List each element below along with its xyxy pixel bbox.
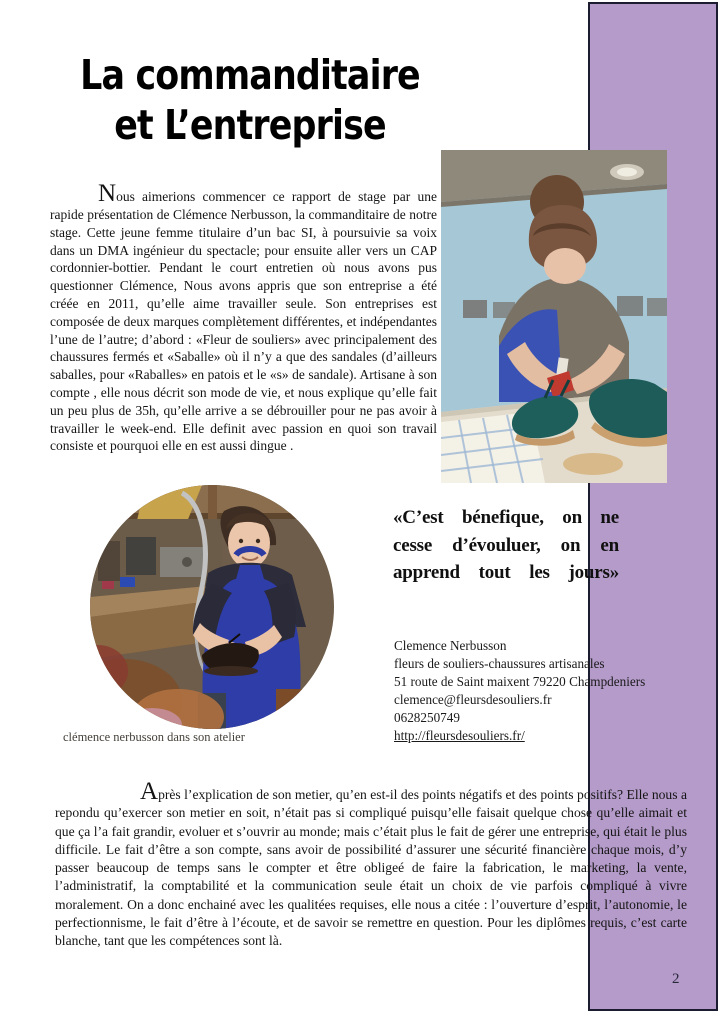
intro-paragraph-text: ous aimerions commencer ce rapport de stage par une rapide présentation de Clémence Nerbusson, la commanditaire de notre stage. Cette jeune femme titulaire d’un bac SI, à poursuivie sa voix dans un DMA ingénieur du spectacle; pour ensuite aller vers un CAP cordonnier-bottier. Pendant le court entretien où nous avons pus questionner Clémence, Nous avons appris que son entreprise a été créée en 2011, qu’elle aime travailler seule. Son entreprises est composée de deux marques complètement différentes, et indépendantes l’une de l’autre; d’abord : «Fleur de souliers» avec principalement des chaussures fermés et «Saballe» où il n’y a que des sandales (d’ailleurs saballes, pour «Raballes» en patois et le «s» de sandale). Artisane à son compte , elle nous décrit son mode de vie, et nous explique qu’elle fait un peu plus de 35h, qu’elle arrive a se débrouiller pour ne pas avoir à travailler le week-end. Elle definit avec passion en quoi son travail consiste et pourquoi elle en est aussi dingue . bbox=[50, 189, 437, 454]
contact-email: clemence@fleursdesouliers.fr bbox=[394, 692, 552, 707]
closing-paragraph-text: près l’explication de son metier, qu’en est-il des points négatifs et des points positifs? Elle nous a repondu qu’exercer son metier en soit, n’était pas si compliqué puisqu’elle faisait quelque chose qu’elle aimait et que ça l’a fait grandir, evoluer et s’ouvrir au monde; mais c’était plus le fait de gérer une entreprise, qui était le plus difficile. Le fait d’être a son compte, sans avoir de possibilité d’assurer une sécurité financière chaque mois, d’y passer beaucoup de temps sans le compter et être obligeé de faire la fabrication, le marketing, la vente, l’administratif, la comptabilité et la communication seule était un choix de vie parfois compliqué à vivre moralement. On a donc enchainé avec les qualitées requises, elle nous a citée : l’ouverture d’esprit, l’autonomie, le perfectionnisme, le fait d’être à l’écoute, et de savoir se remettre en question. Pour les diplômes requis, c’est carte blanche, tant que les compétences sont là. bbox=[55, 787, 687, 949]
contact-name: Clemence Nerbusson bbox=[394, 638, 507, 653]
page-title-line-2: et L’entreprise bbox=[114, 101, 386, 149]
contact-website-link[interactable]: http://fleursdesouliers.fr/ bbox=[394, 728, 525, 743]
contact-company: fleurs de souliers-chaussures artisanales bbox=[394, 656, 605, 671]
intro-dropcap: N bbox=[98, 180, 117, 207]
face bbox=[544, 248, 586, 284]
stool bbox=[276, 689, 312, 729]
page-number: 2 bbox=[672, 971, 680, 987]
wall-photo-frame bbox=[463, 300, 487, 318]
pull-quote bbox=[393, 504, 619, 587]
contact-block bbox=[394, 637, 694, 745]
quote-line-1: «C’est bénefique, on ne bbox=[393, 507, 619, 528]
page-title-line-1: La commanditaire bbox=[80, 51, 420, 99]
intro-paragraph bbox=[50, 181, 437, 455]
quote-line-3: apprend tout les jours» bbox=[393, 562, 619, 583]
page-title bbox=[70, 50, 430, 150]
closing-paragraph bbox=[55, 779, 687, 951]
contact-phone: 0628250749 bbox=[394, 710, 460, 725]
quote-line-2: cesse d’évouluer, on en bbox=[393, 534, 619, 556]
photo-clemence-working-on-shoes bbox=[441, 150, 667, 483]
contact-address: 51 route de Saint maixent 79220 Champdeniers bbox=[394, 674, 646, 689]
closing-dropcap: A bbox=[140, 778, 159, 805]
photo-caption: clémence nerbusson dans son atelier bbox=[63, 730, 245, 744]
blue-tape bbox=[120, 577, 135, 587]
photo-clemence-in-atelier bbox=[90, 485, 334, 729]
sole-template bbox=[563, 453, 623, 475]
